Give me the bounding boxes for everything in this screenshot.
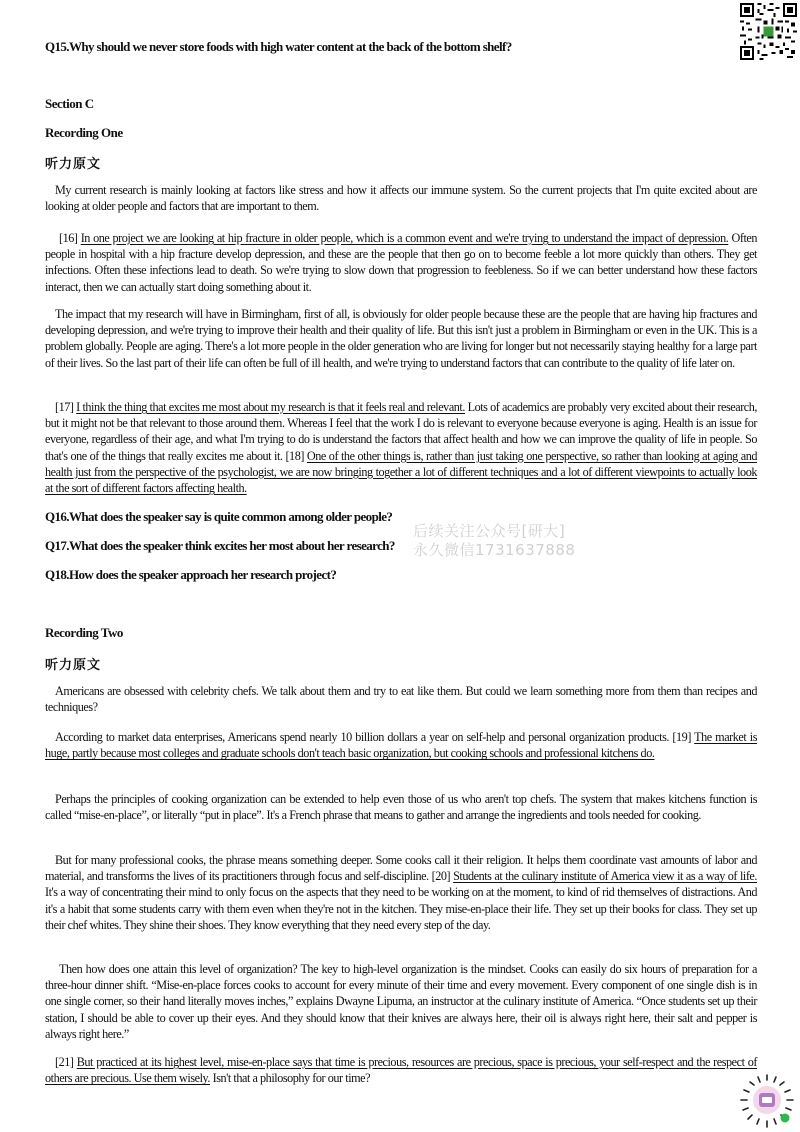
answer-underline: Students at the culinary institute of America view it as a way of life. bbox=[453, 869, 757, 884]
paragraph-text: Isn't that a philosophy for our time? bbox=[209, 1071, 371, 1086]
rec2-paragraph-5: Then how does one attain this level of organization? The key to high-level organization is the mindset. Cooks can easily do six hours of preparation for a three-hour dinner shift. “Mise-en-place forces cooks to account for every minute of their time and every movement. Every component of one single dish is in one single corner, so their hand literally moves inches,” explains Dwayne Lipuma, an instructor at the culinary institute of America. “Once students set up their station, I should be able to cover up their eyes. And they should know that their knives are always here, their oil is always right here, their salt and pepper is always right here.” bbox=[45, 962, 757, 1041]
question-15: Q15.Why should we never store foods with high water content at the back of the bottom shelf? bbox=[45, 39, 512, 54]
answer-underline: One of the other things is, rather than just taking one perspective, so rather than looking at aging and health just from the perspective of the psychologist, we are now bringing together a lot of different techniques and a lot of different viewpoints to actually look at the sort of different factors affecting health. bbox=[45, 448, 757, 496]
answer-underline: In one project we are looking at hip fracture in older people, which is a common event and we're trying to understand the impact of depression. bbox=[80, 231, 729, 245]
paragraph-text: It's a way of concentrating their mind to only focus on the aspects that they need to be working on at the moment, to kind of rid themselves of distractions. And it's a habit that some students carry with them even when they're not in the kitchen. They mise-en-place their life. They set up their books for class. They set up their chef whites. They shine their shoes. They know everything that they need every step of the day. bbox=[45, 885, 757, 932]
question-marker: [21] bbox=[55, 1055, 77, 1069]
question-marker: [16] bbox=[59, 231, 81, 245]
recording-one-heading: Recording One bbox=[45, 125, 123, 140]
paragraph-text: Lots of academics are probably very excited about their research, but it might not be that relevant to those around them. Whereas I feel that the work I do is relevant to everyone because everyone is aging. Health is an issue for everyone, regardless of their age, and what I'm trying to do is understand the factors that affect health and how we can improve the quality of life in people. So that's one of the things that really excites me about it. [18] bbox=[45, 400, 757, 463]
transcript-label-two: 听力原文 bbox=[45, 658, 102, 673]
rec1-paragraph-3: The impact that my research will have in Birmingham, first of all, is obviously for older people because these are the people that are having hip fractures and developing depression, and we're trying to improve their health and their quality of life. But this isn't just a problem in Birmingham or even in the UK. This is a problem globally. People are aging. There's a lot more people in the older generation who are living for longer but not necessarily staying healthy for a large part of their lives. So the last part of their life can often be full of ill health, and we're trying to understand factors that can contribute to the quality of life later on. bbox=[45, 307, 757, 370]
watermark-line-2: 永久微信1731637888 bbox=[413, 541, 576, 559]
watermark-line-1: 后续关注公众号[研大] bbox=[413, 522, 566, 540]
paragraph-text: But for many professional cooks, the phrase means something deeper. Some cooks call it their religion. It helps them coordinate vast amounts of labor and material, and transforms the lives of its practitioners through focus and self-discipline. [20] bbox=[45, 853, 757, 884]
question-marker: [17] bbox=[55, 400, 77, 414]
watermark bbox=[413, 522, 575, 560]
answer-underline: I think the thing that excites me most about my research is that it feels real and relevant. bbox=[76, 400, 465, 414]
answer-underline: But practiced at its highest level, mise-en-place says that time is precious, resources are precious, space is precious, your self-respect and the respect of others are precious. Use them wisely. bbox=[45, 1055, 757, 1086]
rec2-paragraph-6 bbox=[45, 1054, 757, 1086]
paragraph-text: Often people in hospital with a hip fracture develop depression, and these are the people that then go on to become feeble a lot more quickly than others. They get infections. Often these infections lead to death. So we're trying to slow down that progression to feebleness. So if we can better understand how these factors interact, then we can actually start doing something about it. bbox=[45, 231, 757, 294]
rec1-paragraph-2 bbox=[45, 230, 757, 295]
rec2-paragraph-1: Americans are obsessed with celebrity chefs. We talk about them and try to eat like them. But could we learn something more from them than recipes and techniques? bbox=[45, 684, 757, 715]
rec2-paragraph-4 bbox=[45, 852, 757, 933]
question-17: Q17.What does the speaker think excites her most about her research? bbox=[45, 538, 395, 553]
question-16: Q16.What does the speaker say is quite common among older people? bbox=[45, 509, 393, 524]
answer-underline: The market is huge, partly because most colleges and graduate schools don't teach basic organization, but cooking schools and professional kitchens do. bbox=[45, 730, 757, 761]
rec1-paragraph-1: My current research is mainly looking at factors like stress and how it affects our immune system. So the current projects that I'm quite excited about are looking at older people and factors that are important to them. bbox=[45, 183, 757, 214]
paragraph-text: According to market data enterprises, Americans spend nearly 10 billion dollars a year on self-help and personal organization products. [19] bbox=[55, 730, 695, 744]
rec1-paragraph-4 bbox=[45, 399, 757, 496]
recording-two-heading: Recording Two bbox=[45, 625, 123, 640]
mini-program-code-image bbox=[738, 1073, 796, 1129]
qr-code-image bbox=[740, 3, 797, 60]
transcript-label-one: 听力原文 bbox=[45, 157, 102, 172]
question-18: Q18.How does the speaker approach her research project? bbox=[45, 567, 337, 582]
rec2-paragraph-2 bbox=[45, 729, 757, 761]
rec2-paragraph-3: Perhaps the principles of cooking organization can be extended to help even those of us who aren't top chefs. The system that makes kitchens function is called “mise-en-place”, or literally “put in place”. It's a French phrase that means to gather and arrange the ingredients and tools needed for cooking. bbox=[45, 792, 757, 823]
section-c-heading: Section C bbox=[45, 96, 94, 111]
